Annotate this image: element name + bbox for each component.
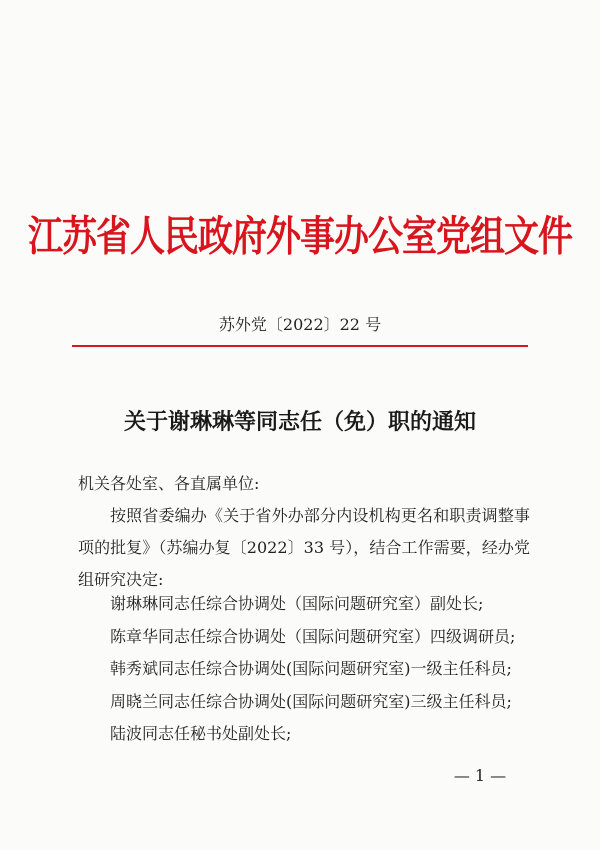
notice-title: 关于谢琳琳等同志任（免）职的通知 xyxy=(123,409,476,435)
document-number: 苏外党〔2022〕22 号 xyxy=(218,315,382,334)
appointment-item: 陆波同志任秘书处副处长; xyxy=(110,724,292,744)
masthead-title: 江苏省人民政府外事办公室党组文件 xyxy=(27,213,572,262)
page-number: — 1 — xyxy=(453,766,507,785)
appointment-item: 谢琳琳同志任综合协调处（国际问题研究室）副处长; xyxy=(110,594,484,613)
appointment-list xyxy=(110,588,540,751)
appointment-item: 韩秀斌同志任综合协调处(国际问题研究室)一级主任科员; xyxy=(110,659,512,679)
red-separator-line xyxy=(72,345,528,347)
appointment-item: 周晓兰同志任综合协调处(国际问题研究室)三级主任科员; xyxy=(110,691,512,711)
appointment-item: 陈章华同志任综合协调处（国际问题研究室）四级调研员; xyxy=(110,626,516,646)
intro-paragraph: 按照省委编办《关于省外办部分内设机构更名和职责调整事项的批复》（苏编办复〔2022〕33 号），结合工作需要，经办党组研究决定: xyxy=(78,506,530,589)
addressee-line: 机关各处室、各直属单位: xyxy=(78,474,260,493)
